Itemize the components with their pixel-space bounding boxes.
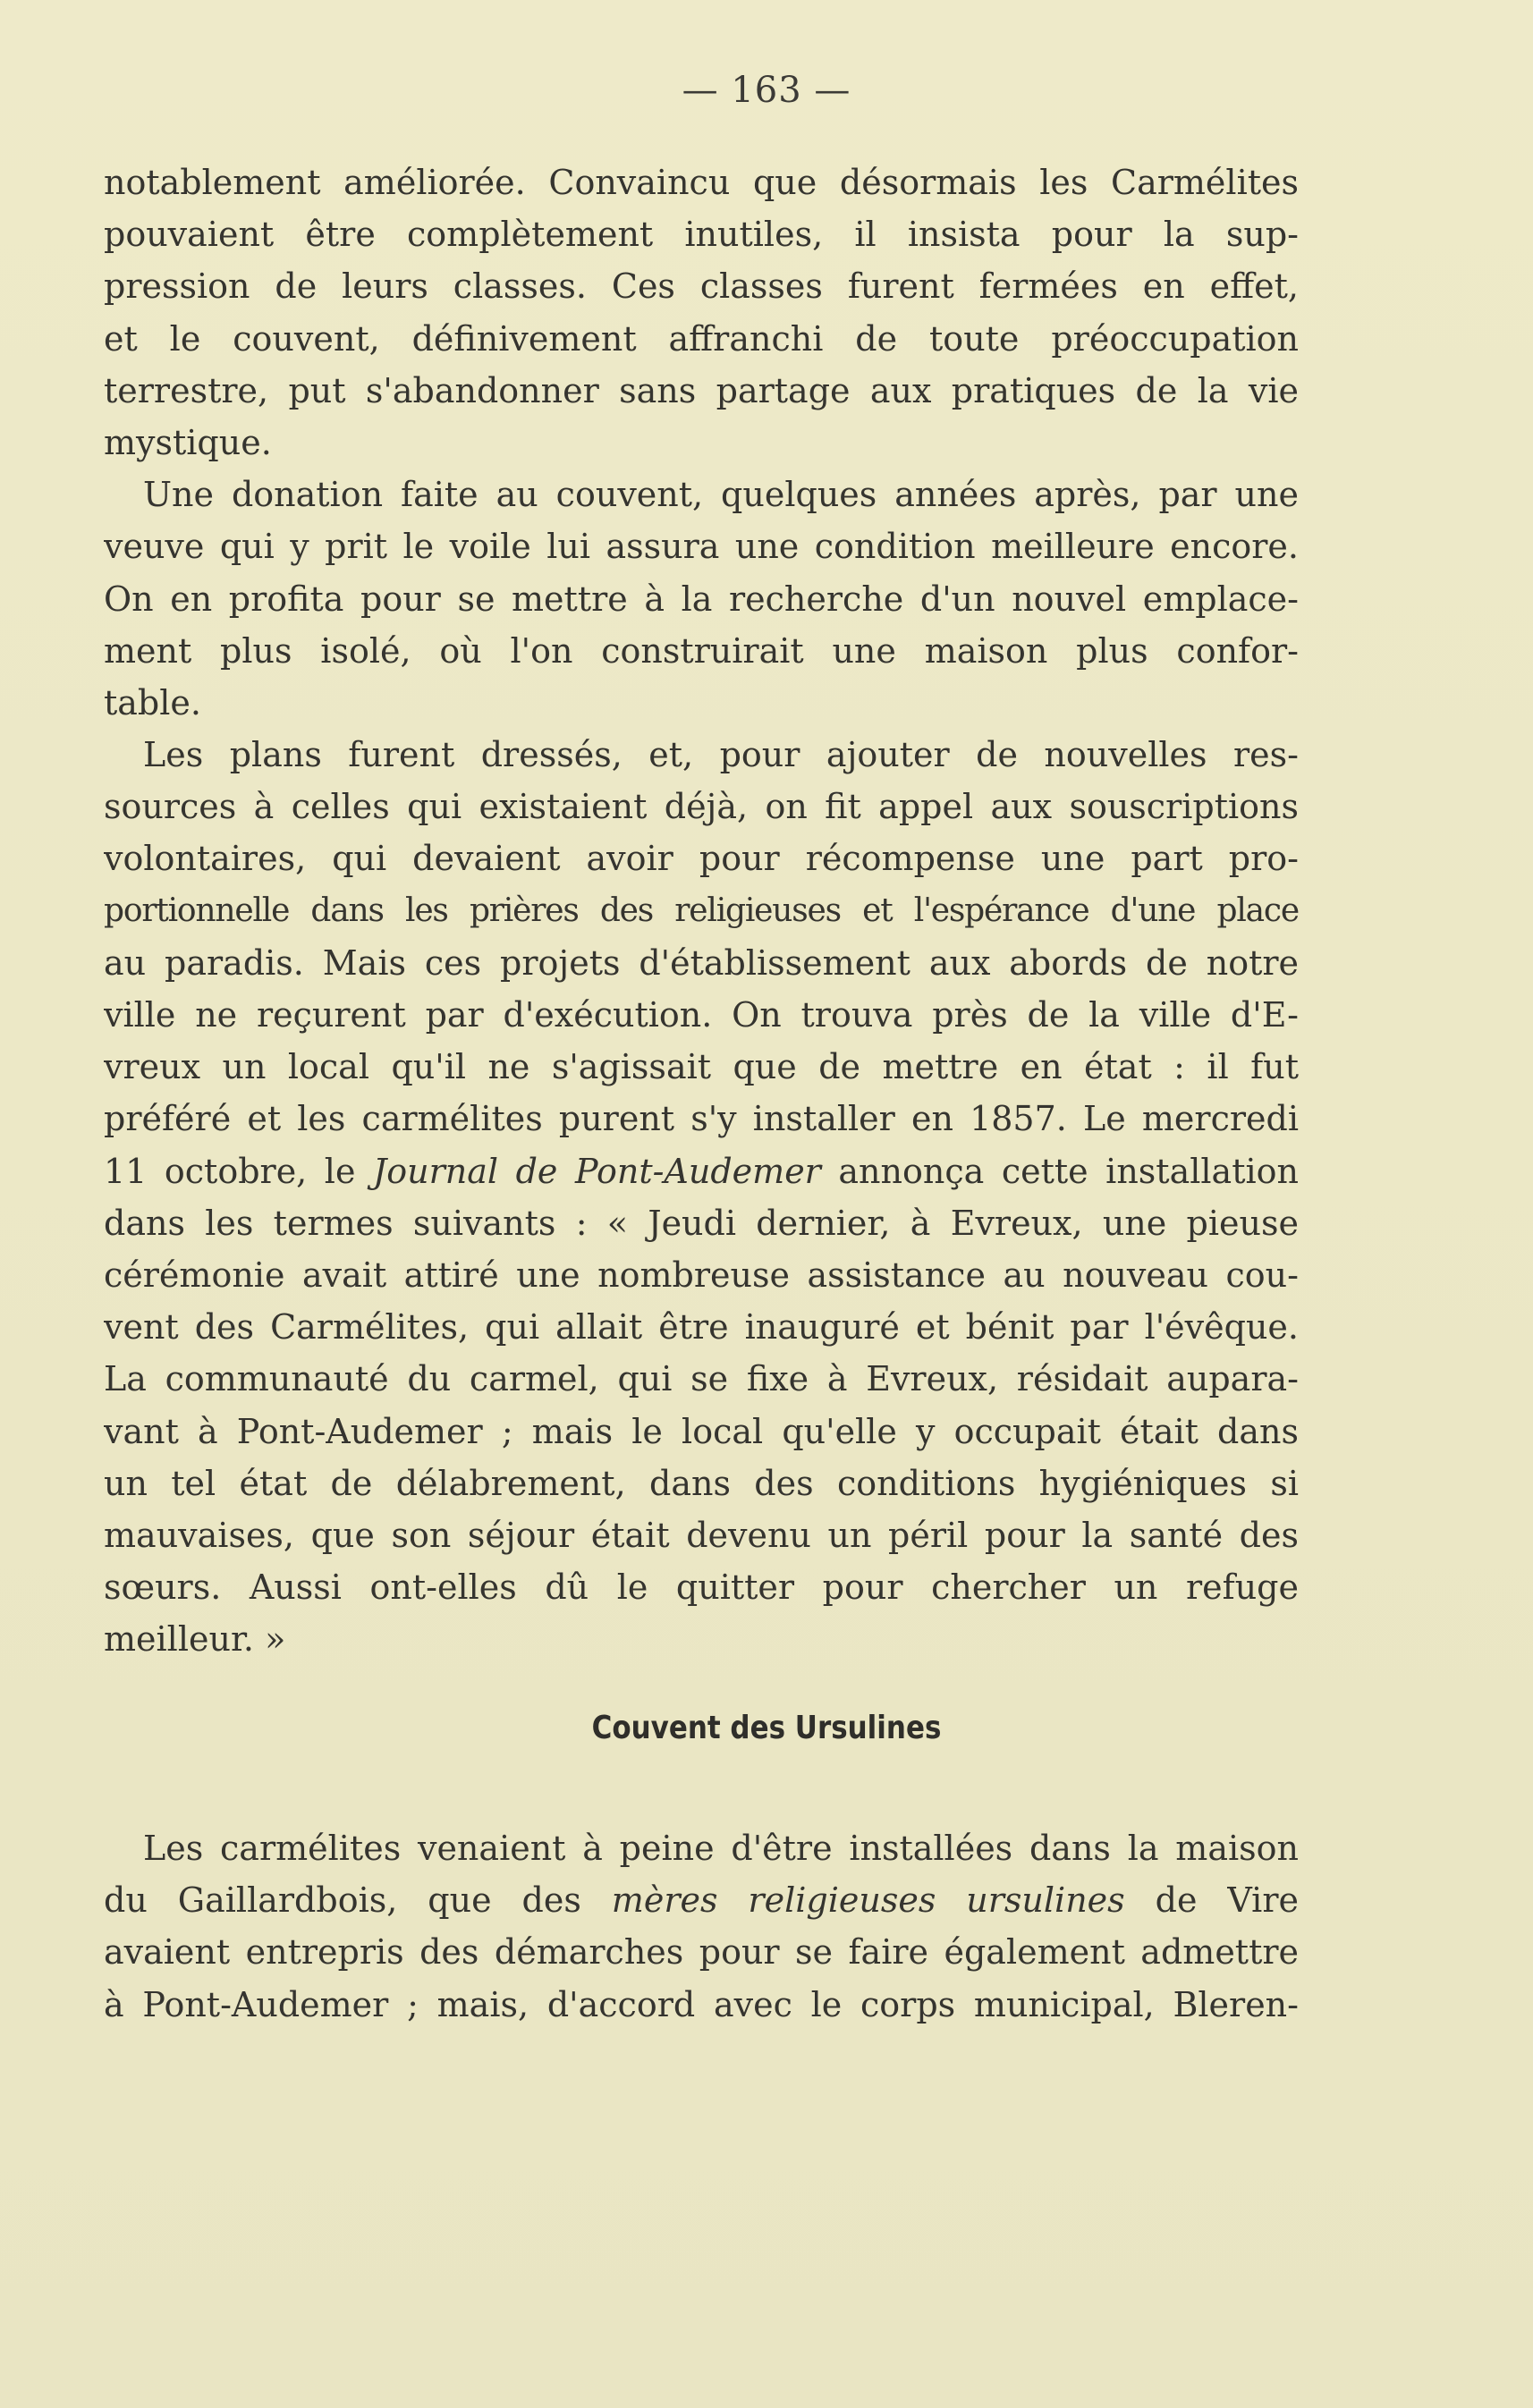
text-line: volontaires, qui devaient avoir pour récompense une part pro- [104, 839, 1299, 879]
text-line: terrestre, put s'abandonner sans partage aux pratiques de la vie [104, 370, 1299, 410]
text-line: pouvaient être complètement inutiles, il insista pour la sup- [104, 215, 1299, 255]
text-line: Les plans furent dressés, et, pour ajouter de nouvelles res- [143, 735, 1299, 775]
text-line: notablement améliorée. Convaincu que désormais les Carmélites [104, 163, 1299, 202]
text-line: sœurs. Aussi ont-elles dû le quitter pour chercher un refuge [104, 1567, 1299, 1608]
text-line: veuve qui y prit le voile lui assura une condition meilleure encore. [104, 527, 1299, 567]
section-heading: Couvent des Ursulines [591, 1710, 942, 1746]
page-number: — 163 — [682, 70, 851, 111]
text-line: avaient entrepris des démarches pour se faire également admettre [104, 1932, 1299, 1973]
text-run: annonça cette installation [820, 1151, 1299, 1191]
text-line: cérémonie avait attiré une nombreuse assistance au nouveau cou- [104, 1255, 1299, 1295]
text-line: préféré et les carmélites purent s'y installer en 1857. Le mercredi [104, 1099, 1299, 1139]
text-line: vant à Pont-Audemer ; mais le local qu'elle y occupait était dans [104, 1411, 1299, 1451]
text-line: portionnelle dans les prières des religieuses et l'espérance d'une place [104, 891, 1299, 929]
text-line: ment plus isolé, où l'on construirait une maison plus confor- [104, 630, 1299, 671]
text-line: un tel état de délabrement, dans des conditions hygiéniques si [104, 1463, 1299, 1503]
text-line: mauvaises, que son séjour était devenu un péril pour la santé des [104, 1515, 1299, 1555]
text-line: Les carmélites venaient à peine d'être installées dans la maison [143, 1829, 1299, 1868]
text-run: 11 octobre, le [104, 1151, 373, 1191]
text-run: de Vire [1124, 1880, 1299, 1921]
text-line-with-italic [104, 1145, 1299, 1197]
text-line: On en profita pour se mettre à la recherche d'un nouvel emplace- [104, 579, 1299, 619]
text-line-with-italic [104, 1874, 1299, 1926]
text-line: La communauté du carmel, qui se fixe à Evreux, résidait aupara- [104, 1359, 1299, 1399]
text-line: et le couvent, définivement affranchi de toute préoccupation [104, 318, 1299, 359]
ursulines-italic: mères religieuses ursulines [611, 1880, 1125, 1921]
text-line: vent des Carmélites, qui allait être inauguré et bénit par l'évêque. [104, 1307, 1299, 1348]
journal-title-italic: Journal de Pont-Audemer [373, 1151, 821, 1191]
text-line: meilleur. » [104, 1619, 286, 1660]
text-line: vreux un local qu'il ne s'agissait que de mettre en état : il fut [104, 1047, 1299, 1087]
text-line: à Pont-Audemer ; mais, d'accord avec le corps municipal, Bleren- [104, 1984, 1299, 2024]
text-line: mystique. [104, 422, 272, 462]
text-line: ville ne reçurent par d'exécution. On trouva près de la ville d'E- [104, 995, 1299, 1035]
section-carmelites-text [104, 156, 1299, 1665]
text-line: Une donation faite au couvent, quelques années après, par une [143, 475, 1299, 515]
section-ursulines-text [104, 1822, 1299, 2031]
text-line: au paradis. Mais ces projets d'établissement aux abords de notre [104, 942, 1299, 983]
text-line: sources à celles qui existaient déjà, on fit appel aux souscriptions [104, 787, 1299, 827]
text-line: pression de leurs classes. Ces classes furent fermées en effet, [104, 266, 1299, 307]
text-line: dans les termes suivants : « Jeudi dernier, à Evreux, une pieuse [104, 1203, 1299, 1243]
text-run: du Gaillardbois, que des [104, 1880, 612, 1921]
text-line: table. [104, 682, 201, 722]
